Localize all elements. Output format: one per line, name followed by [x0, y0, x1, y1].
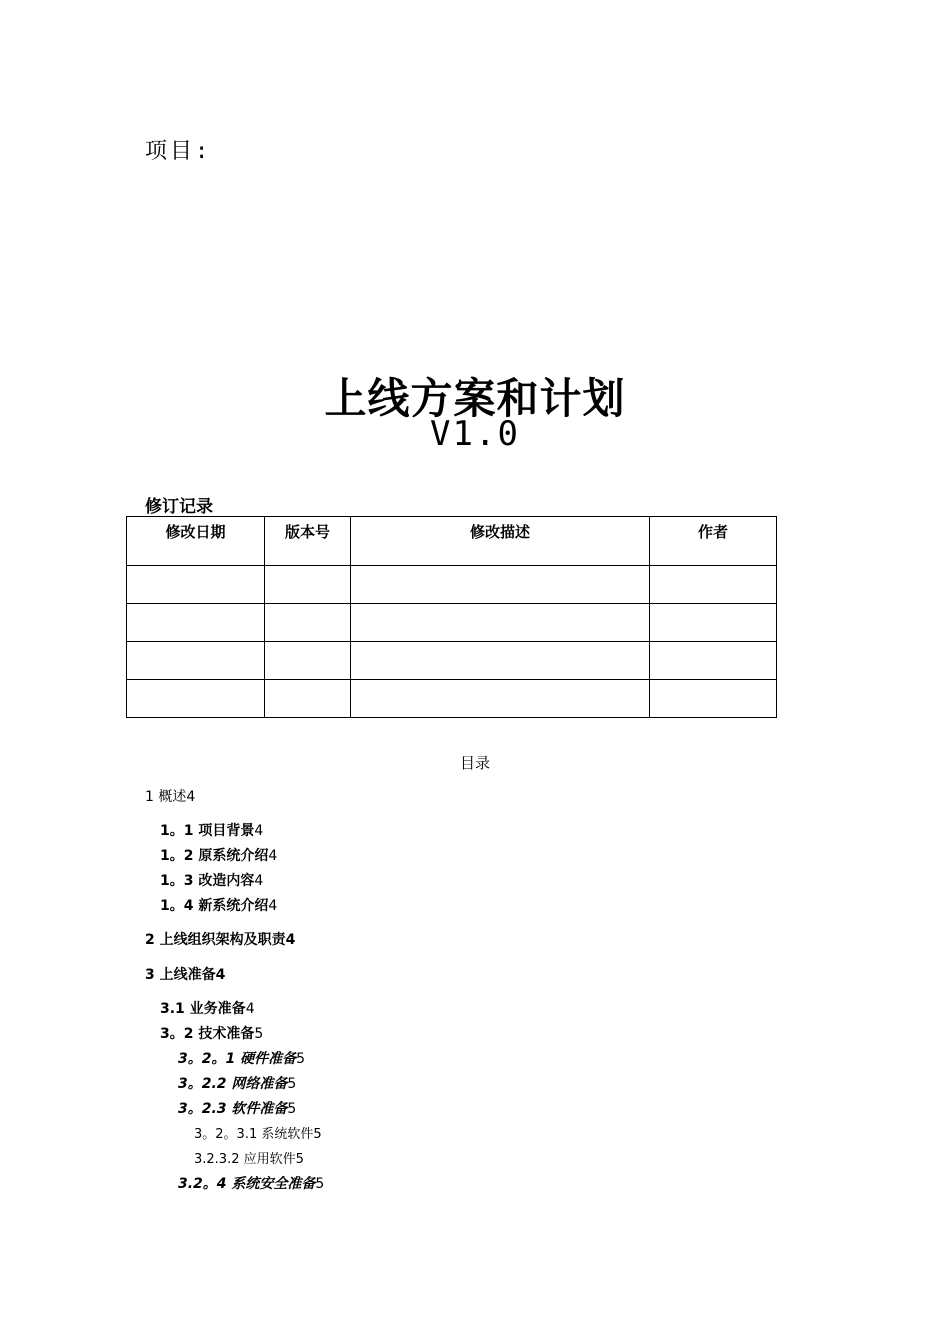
revision-header-row [127, 517, 777, 566]
table-cell [351, 566, 650, 604]
table-row [127, 680, 777, 718]
toc-entry[interactable] [160, 870, 263, 890]
toc-entry[interactable] [160, 820, 263, 840]
toc-entry-text: 2 上线组织架构及职责 [145, 932, 286, 948]
toc-entry-page: 4 [268, 898, 278, 914]
toc-entry-text: 3 上线准备 [145, 967, 216, 983]
toc-title: 目录 [459, 754, 490, 772]
toc-entry[interactable] [145, 929, 295, 949]
toc-entry-text: 3。2 技术准备 [160, 1026, 255, 1042]
toc-entry-page: 4 [254, 873, 264, 889]
toc-entry[interactable] [145, 964, 225, 984]
toc-entry-text: 3。2。1 硬件准备 [178, 1051, 297, 1067]
column-header-version: 版本号 [265, 517, 351, 566]
column-header-author: 作者 [650, 517, 777, 566]
table-cell [265, 604, 351, 642]
toc-entry-page: 5 [315, 1176, 325, 1192]
table-row [127, 566, 777, 604]
table-cell [265, 566, 351, 604]
toc-entry-page: 4 [215, 967, 226, 983]
toc-entry-page: 5 [296, 1051, 306, 1067]
revision-heading: 修订记录 [145, 497, 213, 517]
toc-entry-text: 1。2 原系统介绍 [160, 848, 269, 864]
project-label: 项目: [145, 139, 212, 164]
toc-entry-page: 5 [287, 1076, 297, 1092]
toc-entry-text: 3。2.3 软件准备 [178, 1101, 288, 1117]
table-cell [650, 566, 777, 604]
table-row [127, 642, 777, 680]
table-cell [127, 604, 265, 642]
toc-entry-text: 3.2.3.2 应用软件 [194, 1152, 296, 1167]
column-header-description: 修改描述 [351, 517, 650, 566]
document-title: 上线方案和计划 [324, 374, 626, 423]
toc-entry-text: 3.2。4 系统安全准备 [178, 1176, 316, 1192]
toc-entry-page: 5 [295, 1152, 304, 1167]
toc-entry[interactable] [194, 1123, 322, 1142]
toc-entry[interactable] [160, 845, 277, 865]
toc-entry-page: 4 [285, 932, 296, 948]
toc-entry[interactable] [178, 1073, 296, 1093]
toc-entry-page: 5 [254, 1026, 264, 1042]
toc-entry-page: 4 [186, 789, 196, 805]
toc-entry-page: 4 [268, 848, 278, 864]
table-cell [127, 680, 265, 718]
toc-entry-text: 3。2.2 网络准备 [178, 1076, 288, 1092]
toc-entry[interactable] [194, 1148, 304, 1167]
toc-entry-page: 5 [287, 1101, 297, 1117]
toc-entry[interactable] [160, 1023, 263, 1043]
toc-entry-page: 4 [245, 1001, 255, 1017]
toc-entry[interactable] [178, 1048, 305, 1068]
table-cell [351, 642, 650, 680]
table-cell [650, 680, 777, 718]
table-cell [650, 604, 777, 642]
toc-entry[interactable] [178, 1173, 324, 1193]
toc-entry-text: 1。3 改造内容 [160, 873, 255, 889]
table-row [127, 604, 777, 642]
toc-entry-page: 5 [313, 1127, 322, 1142]
toc-entry-text: 3.1 业务准备 [160, 1001, 246, 1017]
table-cell [265, 642, 351, 680]
toc-entry-text: 1。4 新系统介绍 [160, 898, 269, 914]
toc-entry-text: 1。1 项目背景 [160, 823, 255, 839]
toc-entry-text: 3。2。3.1 系统软件 [194, 1127, 314, 1142]
toc-entry-text: 1 概述 [145, 789, 187, 805]
table-cell [351, 604, 650, 642]
toc-entry[interactable] [145, 786, 195, 806]
table-cell [351, 680, 650, 718]
toc-entry-page: 4 [254, 823, 264, 839]
toc-entry[interactable] [178, 1098, 296, 1118]
toc-entry[interactable] [160, 998, 255, 1018]
table-cell [265, 680, 351, 718]
table-cell [127, 566, 265, 604]
table-cell [650, 642, 777, 680]
table-cell [127, 642, 265, 680]
revision-table [126, 516, 777, 718]
column-header-date: 修改日期 [127, 517, 265, 566]
document-version: V1.0 [430, 414, 520, 454]
toc-entry[interactable] [160, 895, 277, 915]
